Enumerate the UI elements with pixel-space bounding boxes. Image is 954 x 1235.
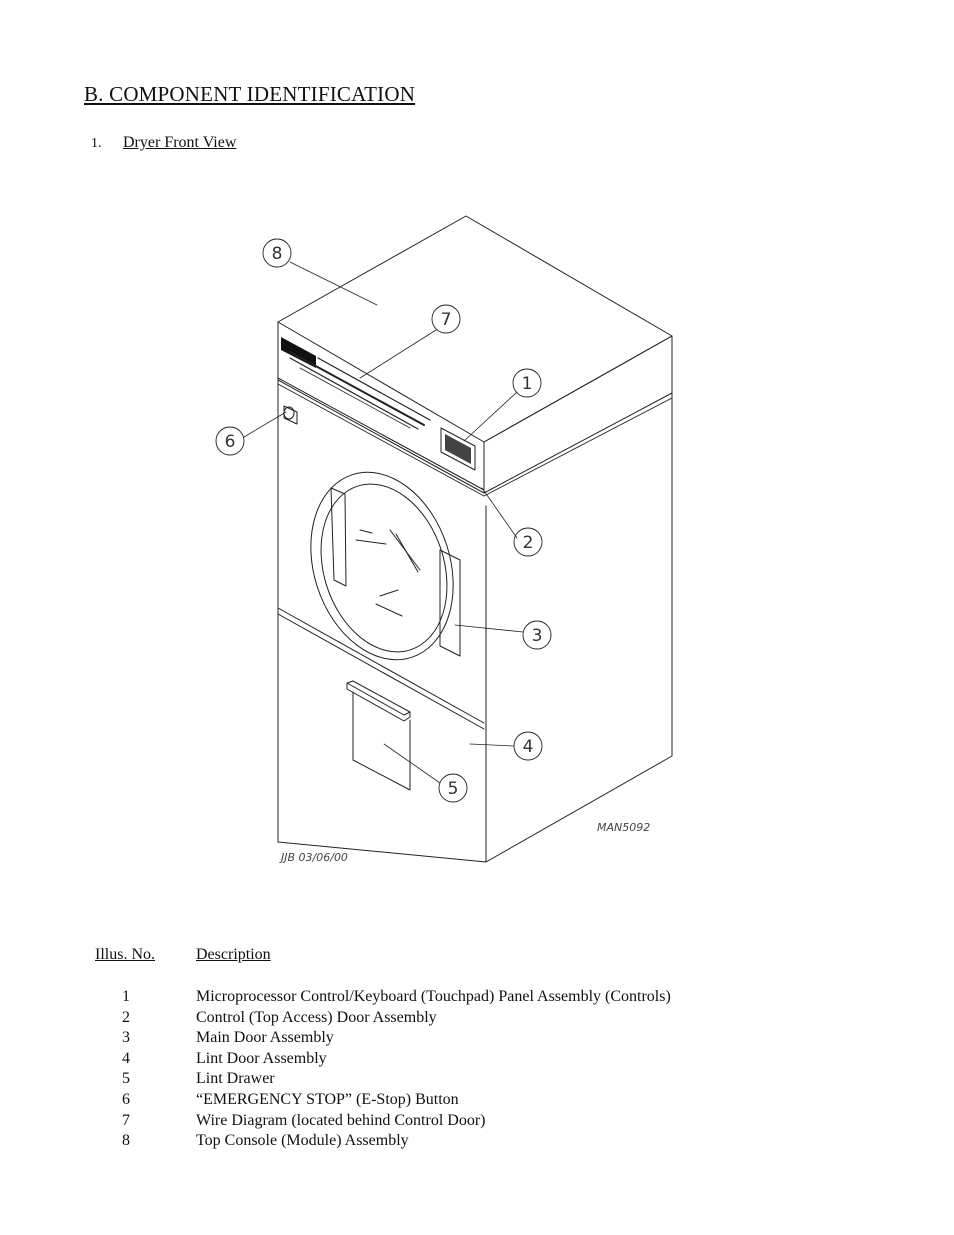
row-number: 3 — [122, 1029, 130, 1047]
callout-7 — [432, 305, 460, 333]
table-row — [95, 987, 795, 1008]
row-description: Lint Drawer — [196, 1070, 275, 1088]
subsection-heading — [91, 134, 236, 152]
dryer-front-view-drawing — [205, 210, 675, 870]
row-number: 6 — [122, 1090, 130, 1108]
table-row — [95, 1131, 795, 1152]
svg-text:5: 5 — [447, 779, 459, 799]
callout-3 — [523, 621, 551, 649]
table-row — [95, 1111, 795, 1132]
table-row — [95, 1090, 795, 1111]
table-row — [95, 1069, 795, 1090]
section-heading: B. COMPONENT IDENTIFICATION — [84, 82, 416, 106]
row-number: 2 — [122, 1008, 130, 1026]
svg-text:8: 8 — [271, 244, 283, 264]
lint-drawer — [347, 681, 410, 790]
table-row — [95, 1049, 795, 1070]
svg-text:7: 7 — [440, 310, 452, 330]
main-door — [288, 454, 477, 679]
table-header — [95, 946, 795, 966]
callout-8 — [263, 239, 291, 267]
row-description: Lint Door Assembly — [196, 1049, 327, 1067]
row-description: Main Door Assembly — [196, 1029, 334, 1047]
row-description: Microprocessor Control/Keyboard (Touchpad) Panel Assembly (Controls) — [196, 988, 671, 1005]
svg-text:4: 4 — [522, 737, 534, 757]
column-header-description: Description — [196, 946, 271, 963]
row-number: 1 — [122, 988, 130, 1005]
drafter-stamp: JJB 03/06/00 — [281, 851, 348, 864]
callout-2 — [514, 528, 542, 556]
svg-text:1: 1 — [521, 374, 533, 394]
table-row — [95, 1028, 795, 1049]
svg-text:2: 2 — [522, 533, 534, 553]
column-header-illus-no: Illus. No. — [95, 946, 155, 963]
console-front-panel — [281, 337, 430, 429]
svg-text:3: 3 — [531, 626, 543, 646]
row-number: 7 — [122, 1111, 130, 1129]
callout-4 — [514, 732, 542, 760]
subsection-number: 1. — [91, 136, 102, 151]
row-description: Wire Diagram (located behind Control Door) — [196, 1111, 486, 1129]
callout-6 — [216, 427, 244, 455]
row-description: Top Console (Module) Assembly — [196, 1132, 409, 1150]
drawing-number: MAN5092 — [597, 821, 651, 834]
callout-5 — [439, 774, 467, 802]
row-number: 5 — [122, 1070, 130, 1088]
subsection-title: Dryer Front View — [123, 134, 237, 151]
row-description: “EMERGENCY STOP” (E-Stop) Button — [196, 1090, 459, 1108]
emergency-stop-button — [284, 406, 297, 424]
row-number: 8 — [122, 1132, 130, 1150]
row-number: 4 — [122, 1049, 130, 1067]
svg-text:6: 6 — [224, 432, 236, 452]
table-row — [95, 1008, 795, 1029]
callout-1 — [513, 369, 541, 397]
row-description: Control (Top Access) Door Assembly — [196, 1008, 437, 1026]
component-table — [95, 946, 795, 1152]
